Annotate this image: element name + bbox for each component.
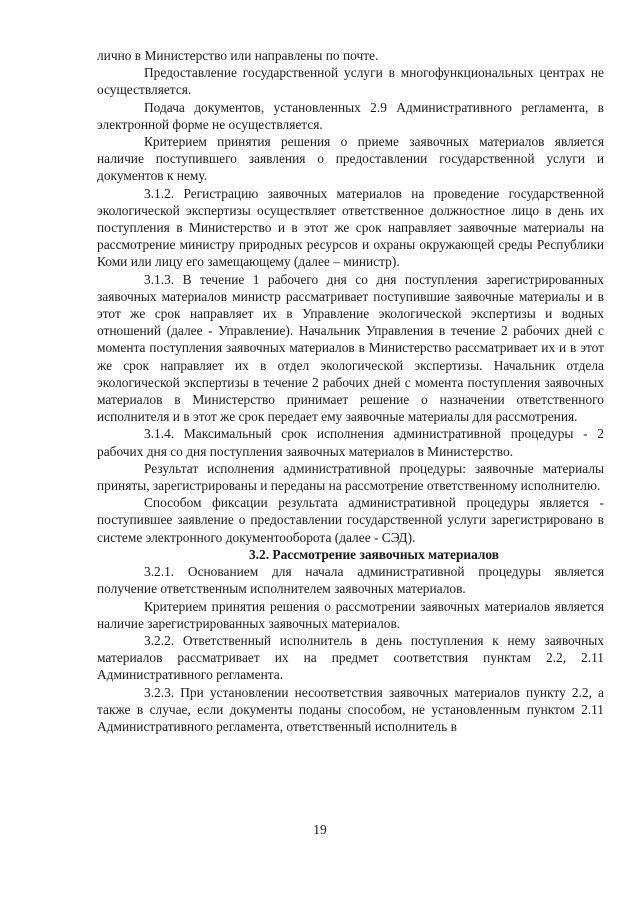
paragraph: Подача документов, установленных 2.9 Административного регламента, в электронной форме не осуществляется. <box>97 99 604 132</box>
paragraph: 3.2.1. Основанием для начала административной процедуры является получение ответственным исполнителем заявочных материалов. <box>97 564 604 597</box>
paragraph: Способом фиксации результата административной процедуры является - поступившее заявление о предоставлении государственной услуги зарегистрировано в системе электронного документооборота (далее - СЭД). <box>97 495 604 545</box>
page-number: 19 <box>313 822 327 837</box>
paragraph: 3.2.3. При установлении несоответствия заявочных материалов пункту 2.2, а также в случае, если документы поданы способом, не установленным пунктом 2.11 Административного регламента, ответственный исполнитель в <box>97 684 604 734</box>
section-heading: 3.2. Рассмотрение заявочных материалов <box>248 546 500 562</box>
paragraph: 3.2.2. Ответственный исполнитель в день поступления к нему заявочных материалов рассматривает их на предмет соответствия пунктам 2.2, 2.11 Административного регламента. <box>97 632 604 683</box>
paragraph: Критерием принятия решения о рассмотрении заявочных материалов является наличие зарегистрированных заявочных материалов. <box>97 598 604 631</box>
paragraph: Предоставление государственной услуги в многофункциональных центрах не осуществляется. <box>97 65 604 98</box>
paragraph: лично в Министерство или направлены по почте. <box>97 48 379 63</box>
paragraph: 3.1.2. Регистрацию заявочных материалов на проведение государственной экологической экспертизы осуществляет ответственное должностное лицо в день их поступления в Министерство и в этот же срок направляет заявочные материалы на рассмотрение министру природных ресурсов и охраны окружающей среды Республики Коми или лицу его замещающему (далее – министр). <box>97 185 604 270</box>
paragraph: 3.1.4. Максимальный срок исполнения административной процедуры - 2 рабочих дня со дня поступления заявочных материалов в Министерство. <box>97 426 604 459</box>
paragraph: 3.1.3. В течение 1 рабочего дня со дня поступления зарегистрированных заявочных материалов министр рассматривает поступившие заявочные материалы и в этот же срок направляет их в Управление экологической экспертизы и водных отношений (далее - Управление). Начальник Управления в течение 2 рабочих дней с момента поступления заявочных материалов в Министерство рассматривает их и в этот же срок направляет их в отдел экологической экспертизы. Начальник отдела экологической экспертизы в течение 2 рабочих дней с момента поступления заявочных материалов в Министерство принимает решение о назначении ответственного исполнителя и в этот же срок передает ему заявочные материалы для рассмотрения. <box>97 271 604 425</box>
body-text <box>97 47 604 735</box>
paragraph: Критерием принятия решения о приеме заявочных материалов является наличие поступившего заявления о предоставлении государственной услуги и документов к нему. <box>97 134 604 184</box>
paragraph: Результат исполнения административной процедуры: заявочные материалы приняты, зарегистрированы и переданы на рассмотрение ответственному исполнителю. <box>97 460 604 494</box>
